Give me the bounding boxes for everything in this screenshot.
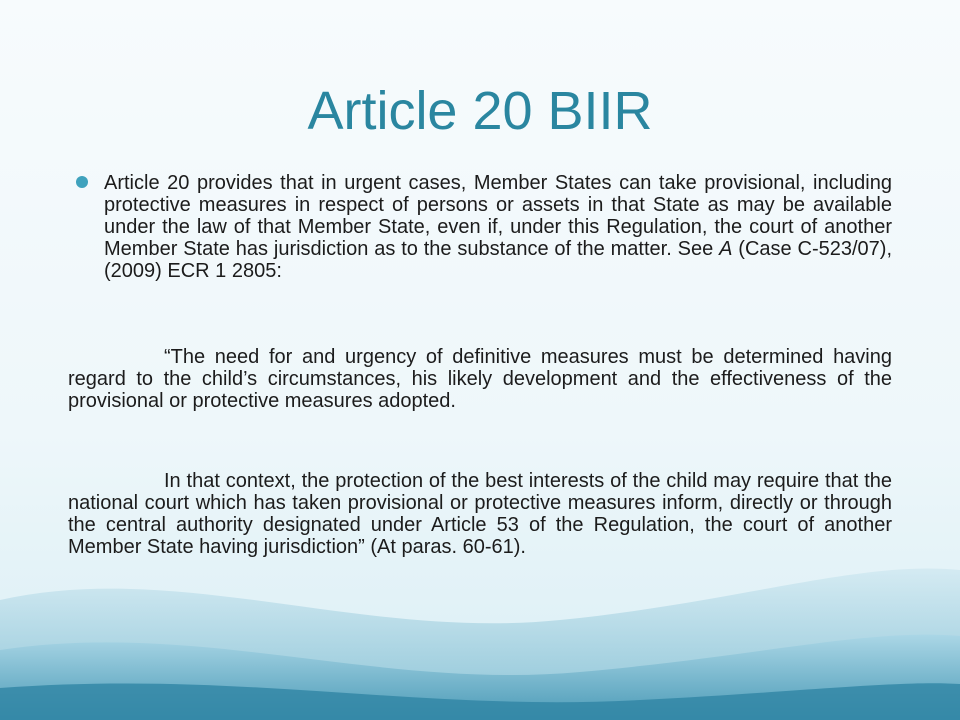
case-citation: (Case C-523/07), (2009) ECR 1 2805:: [104, 238, 892, 282]
case-name: A: [719, 238, 733, 260]
slide-title: Article 20 BIIR: [307, 81, 653, 141]
bullet-icon: [76, 176, 88, 188]
quote-paragraph-2: In that context, the protection of the best interests of the child may require that the national court which has taken provisional or protective measures inform, directly or through the central authority designated under Article 53 of the Regulation, the court of another Member State having jurisdiction” (At paras. 60-61).: [68, 470, 892, 558]
bullet-paragraph: [104, 172, 892, 282]
quote-paragraph-1: “The need for and urgency of definitive measures must be determined having regard to the child’s circumstances, his likely development and the effectiveness of the provisional or protective measures adopted.: [68, 346, 892, 412]
paragraph-text: Article 20 provides that in urgent cases, Member States can take provisional, including protective measures in respect of persons or assets in that State as may be available under the law of that Member State, even if, under this Regulation, the court of another Member State has jurisdiction as to the substance of the matter. See: [104, 172, 892, 260]
